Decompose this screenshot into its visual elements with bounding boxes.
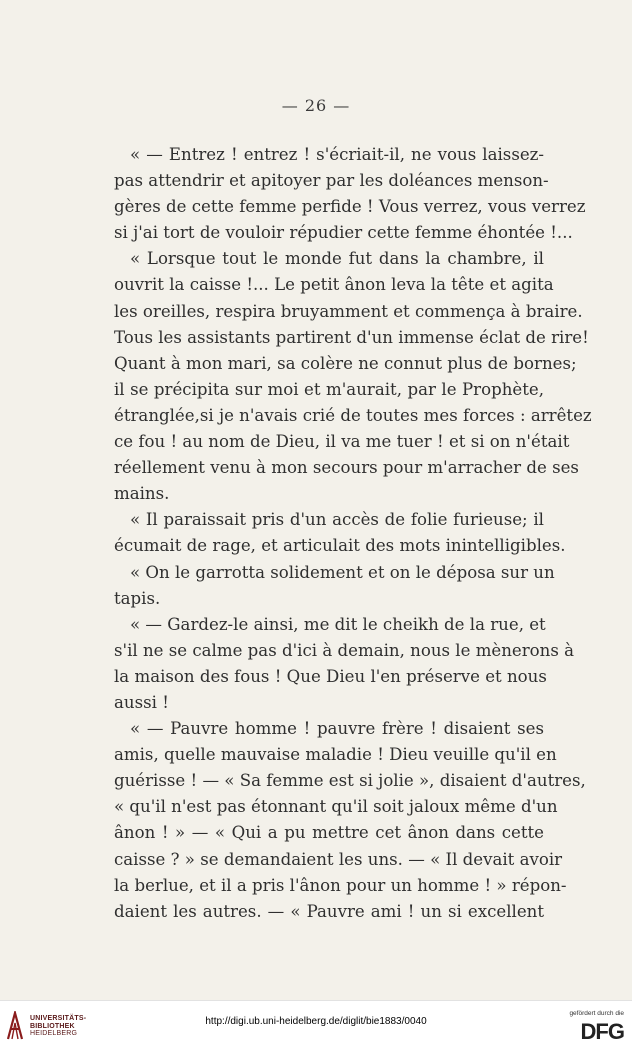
text-line: « On le garrotta solidement et on le déposa sur un [130, 562, 555, 582]
text-line: gères de cette femme perfide ! Vous verrez, vous verrez [114, 197, 586, 217]
text-line: les oreilles, respira bruyamment et commença à braire. [114, 301, 583, 321]
text-line: mains. [114, 484, 170, 504]
text-line: « — Pauvre homme ! pauvre frère ! disaient ses [130, 719, 544, 739]
text-line: il se précipita sur moi et m'aurait, par le Prophète, [114, 379, 544, 399]
text-line: Tous les assistants partirent d'un immense éclat de rire! [114, 327, 589, 347]
text-line: guérisse ! — « Sa femme est si jolie », disaient d'autres, [114, 771, 586, 791]
text-line: « Lorsque tout le monde fut dans la chambre, il [130, 249, 544, 269]
library-name-line1: UNIVERSITÄTS- [30, 1015, 87, 1022]
body-text [114, 142, 592, 925]
text-line: la maison des fous ! Que Dieu l'en préserve et nous [114, 666, 547, 686]
text-line: pas attendrir et apitoyer par les doléances menson- [114, 171, 549, 191]
text-line: daient les autres. — « Pauvre ami ! un si excellent [114, 901, 544, 921]
text-line: réellement venu à mon secours pour m'arracher de ses [114, 458, 579, 478]
library-name-line3: HEIDELBERG [30, 1030, 78, 1038]
text-line: tapis. [114, 588, 161, 608]
funder-caption: gefördert durch die [569, 1010, 624, 1017]
text-line: « — Entrez ! entrez ! s'écriait-il, ne vous laissez- [130, 145, 544, 164]
text-line: « qu'il n'est pas étonnant qu'il soit jaloux même d'un [114, 797, 558, 817]
text-line: aussi ! [114, 692, 169, 712]
text-line: étranglée,si je n'avais crié de toutes mes forces : arrêtez [114, 405, 592, 425]
text-line: ânon ! » — « Qui a pu mettre cet ânon dans cette [114, 823, 544, 843]
text-line: si j'ai tort de vouloir répudier cette femme éhontée !... [114, 223, 573, 243]
text-line: caisse ? » se demandaient les uns. — « Il devait avoir [114, 849, 563, 869]
text-line: « Il paraissait pris d'un accès de folie furieuse; il [130, 510, 544, 530]
text-line: Quant à mon mari, sa colère ne connut plus de bornes; [114, 353, 577, 373]
text-line: ce fou ! au nom de Dieu, il va me tuer ! et si on n'était [114, 432, 570, 452]
footer-bar [0, 1000, 632, 1050]
dfg-logo[interactable]: DFG [580, 1019, 624, 1044]
text-line: la berlue, et il a pris l'ânon pour un homme ! » répon- [114, 875, 567, 895]
permalink-url[interactable]: http://digi.ub.uni-heidelberg.de/diglit/bie1883/0040 [205, 1016, 427, 1027]
text-line: écumait de rage, et articulait des mots inintelligibles. [114, 536, 566, 556]
text-line: ouvrit la caisse !... Le petit ânon leva la tête et agita [114, 275, 554, 295]
text-line: s'il ne se calme pas d'ici à demain, nous le mènerons à [114, 640, 575, 660]
text-line: « — Gardez-le ainsi, me dit le cheikh de la rue, et [130, 614, 546, 634]
text-line: amis, quelle mauvaise maladie ! Dieu veuille qu'il en [114, 745, 557, 765]
page-number: — 26 — [281, 96, 351, 115]
library-name-line2: BIBLIOTHEK [30, 1022, 75, 1030]
